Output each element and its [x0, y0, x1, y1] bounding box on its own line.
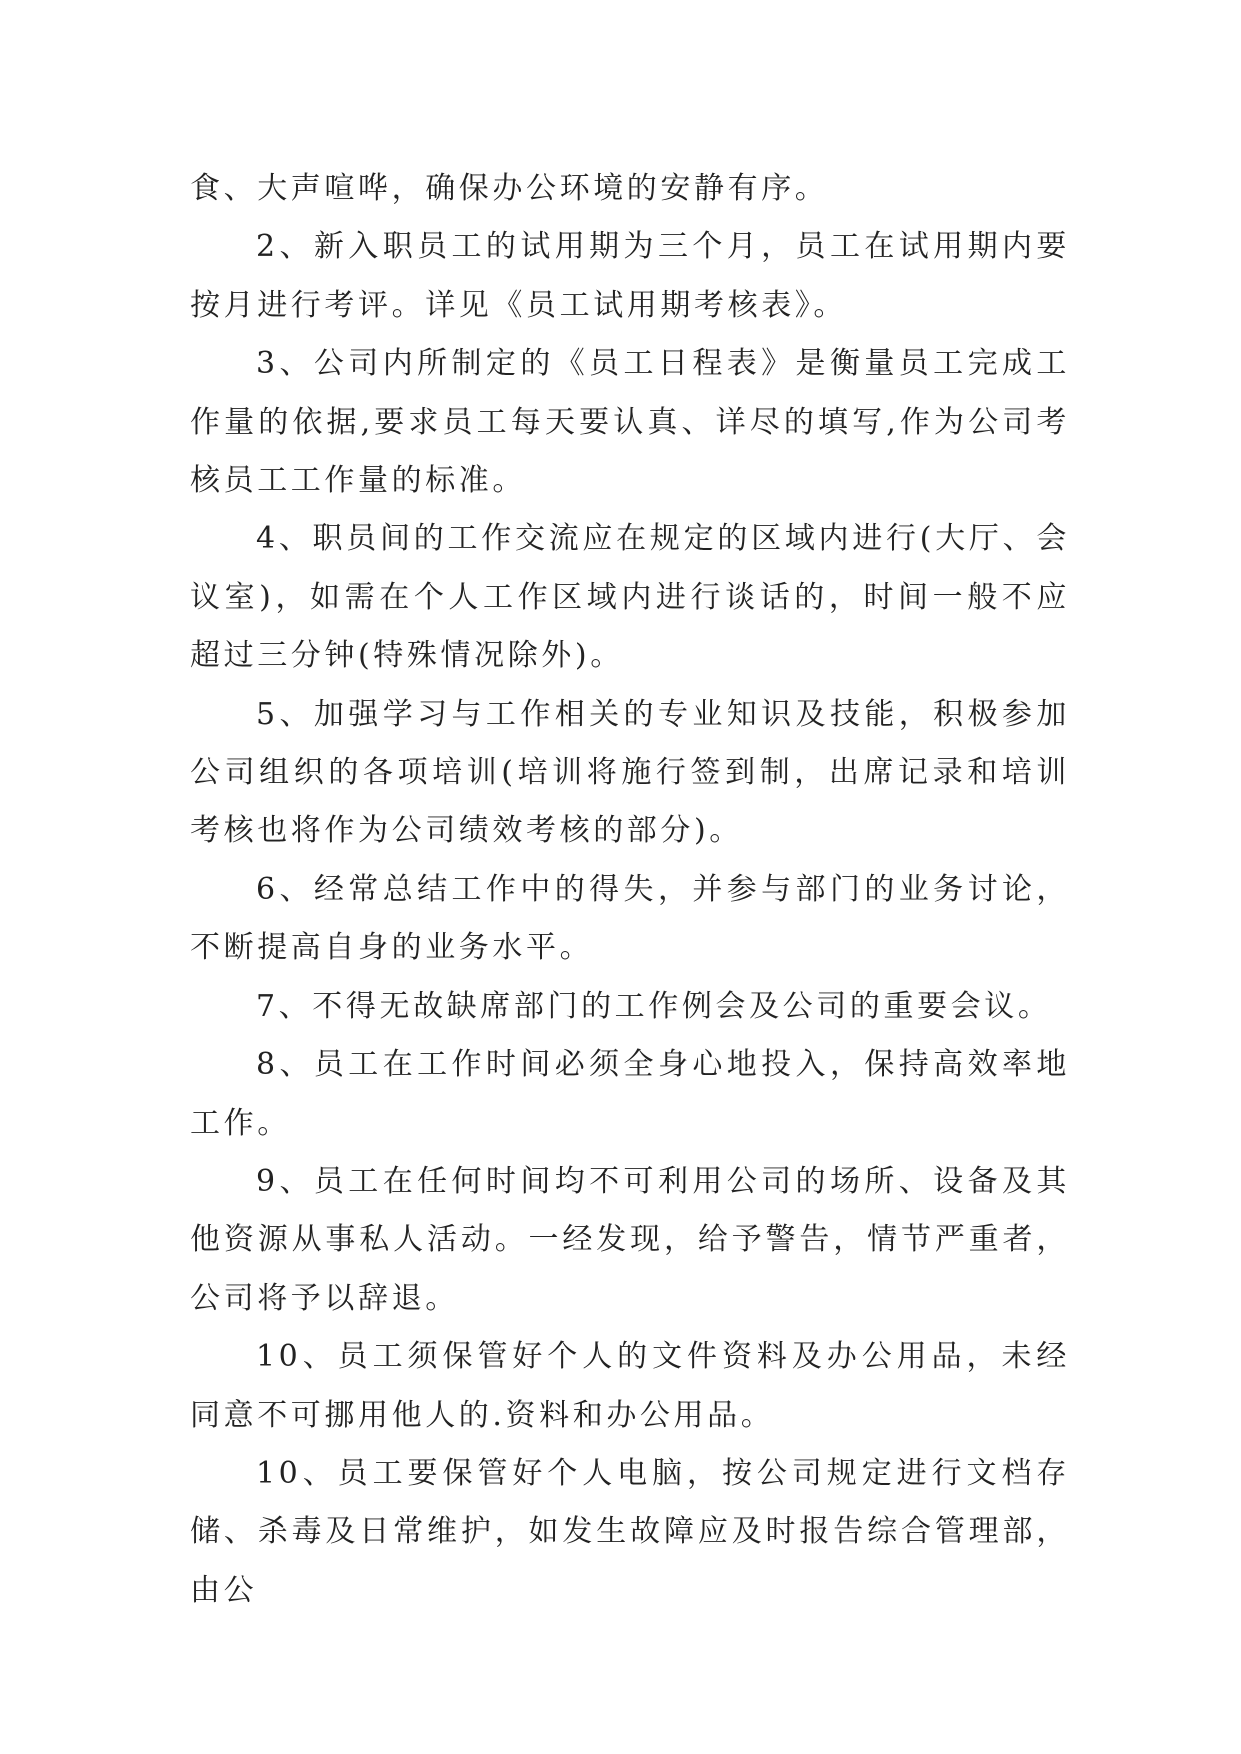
paragraph-7: 7、不得无故缺席部门的工作例会及公司的重要会议。: [256, 988, 1052, 1024]
paragraph-5: 5、加强学习与工作相关的专业知识及技能，积极参加公司组织的各项培训(培训将施行签到制，出席记录和培训考核也将作为公司绩效考核的部分)。: [190, 696, 1070, 849]
document-body: [190, 160, 1070, 1620]
paragraph-4: 4、职员间的工作交流应在规定的区域内进行(大厅、会议室)，如需在个人工作区域内进行谈话的，时间一般不应超过三分钟(特殊情况除外)。: [190, 521, 1070, 674]
paragraph-3: 3、公司内所制定的《员工日程表》是衡量员工完成工作量的依据,要求员工每天要认真、详尽的填写,作为公司考核员工工作量的标准。: [190, 346, 1070, 499]
paragraph-1: 食、大声喧哗，确保办公环境的安静有序。: [190, 171, 829, 206]
paragraph-9: 9、员工在任何时间均不可利用公司的场所、设备及其他资源从事私人活动。一经发现，给予警告，情节严重者，公司将予以辞退。: [190, 1163, 1070, 1316]
paragraph-2: 2、新入职员工的试用期为三个月，员工在试用期内要按月进行考评。详见《员工试用期考核表》。: [190, 229, 1070, 323]
paragraph-10: 10、员工须保管好个人的文件资料及办公用品，未经同意不可挪用他人的.资料和办公用品。: [190, 1339, 1070, 1433]
paragraph-11: 10、员工要保管好个人电脑，按公司规定进行文档存储、杀毒及日常维护，如发生故障应及时报告综合管理部，由公: [190, 1455, 1070, 1608]
paragraph-8: 8、员工在工作时间必须全身心地投入，保持高效率地工作。: [190, 1047, 1070, 1141]
paragraph-6: 6、经常总结工作中的得失，并参与部门的业务讨论，不断提高自身的业务水平。: [190, 871, 1070, 966]
